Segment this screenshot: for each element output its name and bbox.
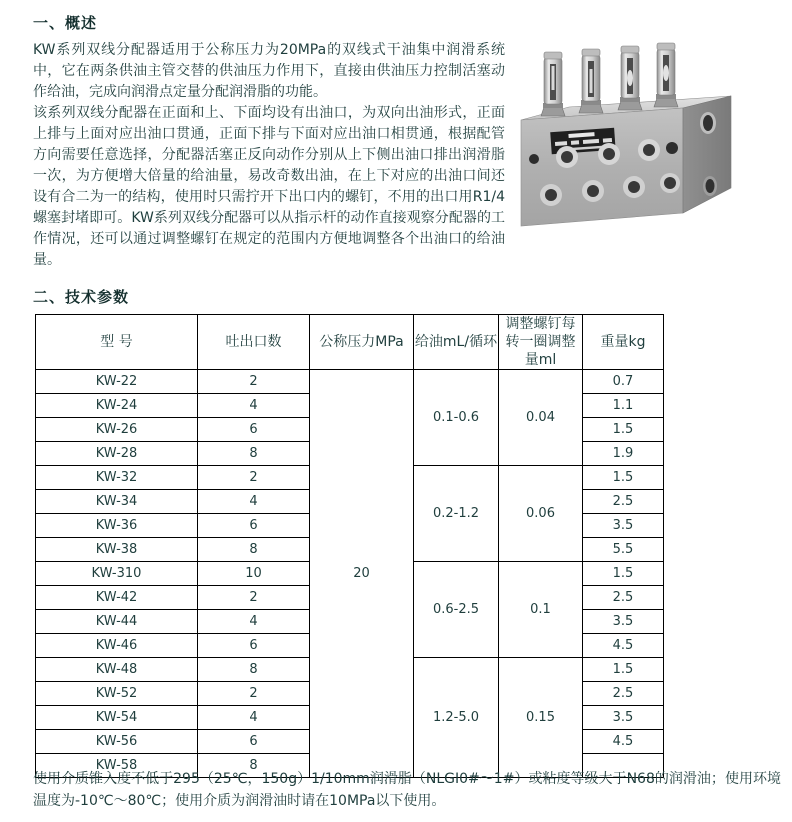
overview-heading: 一、概述 xyxy=(33,14,98,32)
port-boss xyxy=(660,173,680,193)
weight-cell: 5.5 xyxy=(583,538,664,562)
weight-cell: 2.5 xyxy=(583,490,664,514)
model-cell: KW-36 xyxy=(36,514,198,538)
weight-cell: 2.5 xyxy=(583,586,664,610)
adjust-per-turn-cell: 0.04 xyxy=(499,370,583,466)
product-photo xyxy=(503,28,792,232)
model-cell: KW-22 xyxy=(36,370,198,394)
port-hole xyxy=(666,142,678,154)
adjust-per-turn-cell: 0.1 xyxy=(499,562,583,658)
outlets-cell: 8 xyxy=(198,754,310,778)
specs-section xyxy=(33,286,790,778)
block-front-face xyxy=(521,108,683,226)
weight-cell: 1.9 xyxy=(583,442,664,466)
model-cell: KW-48 xyxy=(36,658,198,682)
indicator-pin-3 xyxy=(618,46,642,110)
outlets-cell: 4 xyxy=(198,490,310,514)
outlets-cell: 8 xyxy=(198,538,310,562)
model-cell: KW-38 xyxy=(36,538,198,562)
outlets-cell: 4 xyxy=(198,610,310,634)
port-boss xyxy=(638,139,660,161)
weight-cell: 4.5 xyxy=(583,634,664,658)
header-model: 型 号 xyxy=(36,315,198,370)
side-port xyxy=(700,112,716,134)
overview-section xyxy=(33,12,505,271)
header-outlets: 吐出口数 xyxy=(198,315,310,370)
header-pressure: 公称压力MPa xyxy=(310,315,414,370)
outlets-cell: 6 xyxy=(198,730,310,754)
model-cell: KW-54 xyxy=(36,706,198,730)
port-boss xyxy=(556,146,578,168)
outlets-cell: 2 xyxy=(198,466,310,490)
outlets-cell: 2 xyxy=(198,586,310,610)
oil-per-cycle-cell: 0.2-1.2 xyxy=(414,466,499,562)
indicator-pin-2 xyxy=(579,49,603,113)
overview-paragraph-2: 该系列双线分配器在正面和上、下面均设有出油口，为双向出油形式，正面上排与上面对应出油口贯通，正面下排与下面对应出油口相贯通，根据配管方向需要任意选择，分配器活塞正反向动作分别从上下侧出油口排出润滑脂一次，为方便增大倍量的给油量，易改奇数出油，在上下对应的出油口间还设有合二为一的结构，使用时只需拧开下出口内的螺钉，不用的出口用R1/4 螺塞封堵即可。KW系列双线分配器可以从指示杆的动作直接观察分配器的工作情况，还可以通过调整螺钉在规定的范围内方便地调整各个出油口的给油量。 xyxy=(33,105,505,268)
outlets-cell: 6 xyxy=(198,634,310,658)
port-hole xyxy=(529,154,539,164)
side-port xyxy=(703,176,717,196)
weight-cell: 3.5 xyxy=(583,706,664,730)
model-cell: KW-310 xyxy=(36,562,198,586)
spec-table-body xyxy=(36,370,664,778)
header-adjust-per-turn: 调整螺钉每转一圈调整量ml xyxy=(499,315,583,370)
model-cell: KW-42 xyxy=(36,586,198,610)
weight-cell: 0.7 xyxy=(583,370,664,394)
port-boss xyxy=(540,184,562,206)
pressure-cell: 20 xyxy=(310,370,414,778)
distributor-photo-illustration xyxy=(503,28,792,232)
model-cell: KW-32 xyxy=(36,466,198,490)
spec-table-header-row xyxy=(36,315,664,370)
outlets-cell: 4 xyxy=(198,394,310,418)
model-cell: KW-46 xyxy=(36,634,198,658)
spec-table xyxy=(35,314,664,778)
outlets-cell: 6 xyxy=(198,514,310,538)
header-weight: 重量kg xyxy=(583,315,664,370)
specs-heading: 二、技术参数 xyxy=(33,288,130,306)
model-cell: KW-26 xyxy=(36,418,198,442)
model-cell: KW-34 xyxy=(36,490,198,514)
weight-cell: 1.1 xyxy=(583,394,664,418)
model-cell: KW-58 xyxy=(36,754,198,778)
model-cell: KW-56 xyxy=(36,730,198,754)
model-cell: KW-24 xyxy=(36,394,198,418)
outlets-cell: 8 xyxy=(198,658,310,682)
outlets-cell: 2 xyxy=(198,370,310,394)
spec-row-KW-22 xyxy=(36,370,664,394)
adjust-per-turn-cell: 0.15 xyxy=(499,658,583,778)
oil-per-cycle-cell: 0.6-2.5 xyxy=(414,562,499,658)
overview-paragraph-1: KW系列双线分配器适用于公称压力为20MPa的双线式干油集中润滑系统中，它在两条供油主管交替的供油压力作用下，直接由供油压力控制活塞动作给油，完成向润滑点定量分配润滑脂的功能。 xyxy=(33,42,505,100)
weight-cell: 3.5 xyxy=(583,610,664,634)
weight-cell: 4.5 xyxy=(583,730,664,754)
port-boss xyxy=(582,180,604,202)
model-cell: KW-52 xyxy=(36,682,198,706)
weight-cell: 1.5 xyxy=(583,466,664,490)
outlets-cell: 6 xyxy=(198,418,310,442)
oil-per-cycle-cell: 1.2-5.0 xyxy=(414,658,499,778)
model-cell: KW-28 xyxy=(36,442,198,466)
weight-cell: 2.5 xyxy=(583,682,664,706)
indicator-pin-4 xyxy=(654,43,678,107)
oil-per-cycle-cell: 0.1-0.6 xyxy=(414,370,499,466)
weight-cell: 3.5 xyxy=(583,514,664,538)
outlets-cell: 8 xyxy=(198,442,310,466)
weight-cell: 1.5 xyxy=(583,418,664,442)
indicator-pin-1 xyxy=(541,52,565,116)
port-boss xyxy=(623,176,645,198)
usage-footnote: 使用介质锥入度不低于295（25℃，150g）1/10mm润滑脂（NLGI0#～1#）或粘度等级大于N68的润滑油；使用环境温度为-10℃～80℃；使用介质为润滑油时请在10MPa以下使用。 xyxy=(33,771,781,809)
outlets-cell: 2 xyxy=(198,682,310,706)
outlets-cell: 4 xyxy=(198,706,310,730)
port-boss xyxy=(598,143,620,165)
model-cell: KW-44 xyxy=(36,610,198,634)
adjust-per-turn-cell: 0.06 xyxy=(499,466,583,562)
weight-cell: 1.5 xyxy=(583,562,664,586)
header-oil-per-cycle: 给油mL/循环 xyxy=(414,315,499,370)
outlets-cell: 10 xyxy=(198,562,310,586)
weight-cell: 1.5 xyxy=(583,658,664,682)
